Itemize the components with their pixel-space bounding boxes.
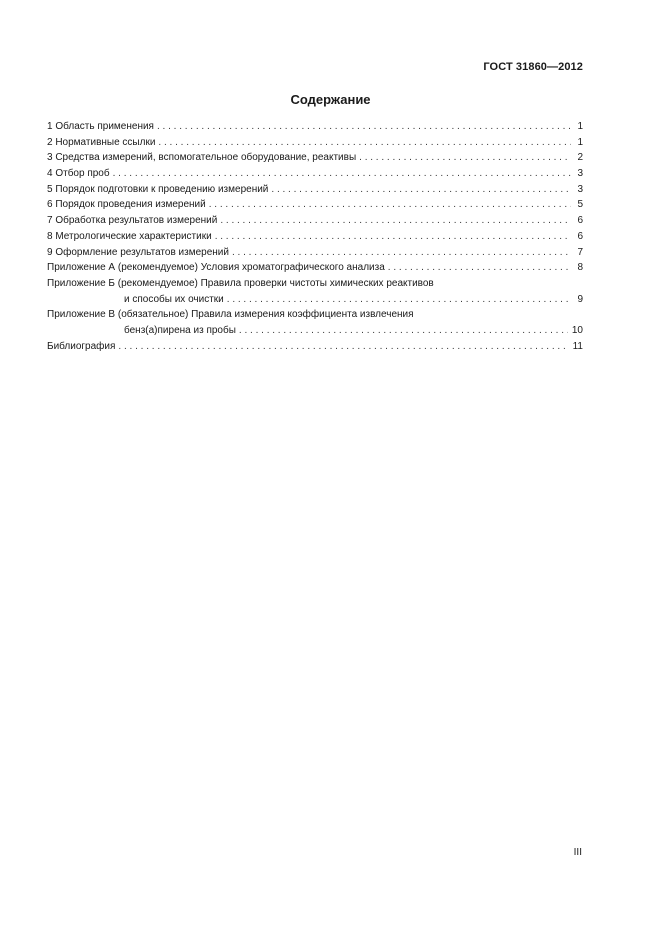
toc-entry[interactable]: [47, 213, 583, 229]
toc-leader-dots: [157, 119, 571, 135]
toc-entry-title: 4 Отбор проб: [47, 168, 110, 180]
toc-leader-dots: [232, 245, 571, 261]
toc-leader-dots: [220, 213, 571, 229]
toc-entry-title: 5 Порядок подготовки к проведению измерений: [47, 183, 269, 195]
toc-leader-dots: [158, 135, 571, 151]
toc-entry-page: 10: [571, 324, 583, 336]
toc-entry[interactable]: [47, 182, 583, 198]
toc-entry[interactable]: [47, 119, 583, 135]
toc-entry-title: 6 Порядок проведения измерений: [47, 199, 206, 211]
toc-entry-title: 3 Средства измерений, вспомогательное оборудование, реактивы: [47, 152, 357, 164]
toc-leader-dots: [113, 166, 571, 182]
toc-entry[interactable]: [47, 135, 583, 151]
toc-entry-title: 2 Нормативные ссылки: [47, 136, 156, 148]
toc-entry-page: 11: [572, 340, 583, 352]
toc-entry-continuation: и способы их очистки: [124, 293, 224, 305]
table-of-contents: [47, 119, 583, 354]
toc-entry-page: 1: [577, 136, 583, 148]
toc-leader-dots: [215, 229, 571, 245]
toc-entry-title: 1 Область применения: [47, 121, 154, 132]
standard-code: ГОСТ 31860—2012: [483, 61, 583, 73]
toc-entry-page: 3: [577, 183, 583, 195]
page-number: III: [573, 847, 582, 858]
toc-entry-title: 7 Обработка результатов измерений: [47, 215, 218, 227]
toc-entry[interactable]: [47, 245, 583, 261]
toc-leader-dots: [359, 150, 571, 166]
toc-entry-page: 8: [577, 262, 583, 274]
toc-entry[interactable]: [47, 166, 583, 182]
toc-entry-title: 8 Метрологические характеристики: [47, 230, 212, 242]
toc-entry-appendix-b[interactable]: [47, 292, 583, 308]
toc-entry[interactable]: [47, 197, 583, 213]
toc-entry-title: Библиография: [47, 340, 116, 352]
toc-entry-appendix-b-title[interactable]: Приложение Б (рекомендуемое) Правила проверки чистоты химических реактивов: [47, 277, 434, 289]
toc-leader-dots: [388, 260, 571, 276]
toc-entry-page: 5: [577, 199, 583, 211]
toc-entry-page: 9: [577, 293, 583, 305]
toc-leader-dots: [118, 339, 568, 355]
toc-leader-dots: [239, 323, 568, 339]
toc-entry-page: 6: [577, 230, 583, 242]
toc-leader-dots: [227, 292, 571, 308]
toc-entry-bibliography[interactable]: [47, 339, 583, 355]
toc-entry-appendix-a[interactable]: [47, 260, 583, 276]
toc-entry-page: 7: [577, 246, 583, 258]
toc-entry-page: 3: [577, 168, 583, 180]
toc-entry-page: 6: [577, 215, 583, 227]
toc-entry-page: 2: [577, 152, 583, 164]
toc-entry[interactable]: [47, 150, 583, 166]
toc-entry-appendix-v-title[interactable]: Приложение В (обязательное) Правила измерения коэффициента извлечения: [47, 309, 414, 321]
toc-entry-title: Приложение А (рекомендуемое) Условия хроматографического анализа: [47, 262, 385, 274]
toc-leader-dots: [271, 182, 571, 198]
toc-entry-appendix-v[interactable]: [47, 323, 583, 339]
toc-entry[interactable]: [47, 229, 583, 245]
toc-entry-page: 1: [577, 121, 583, 132]
toc-entry-continuation: бенз(а)пирена из пробы: [124, 324, 236, 336]
toc-leader-dots: [209, 197, 571, 213]
toc-entry-title: 9 Оформление результатов измерений: [47, 246, 229, 258]
page-title: Содержание: [290, 92, 371, 107]
